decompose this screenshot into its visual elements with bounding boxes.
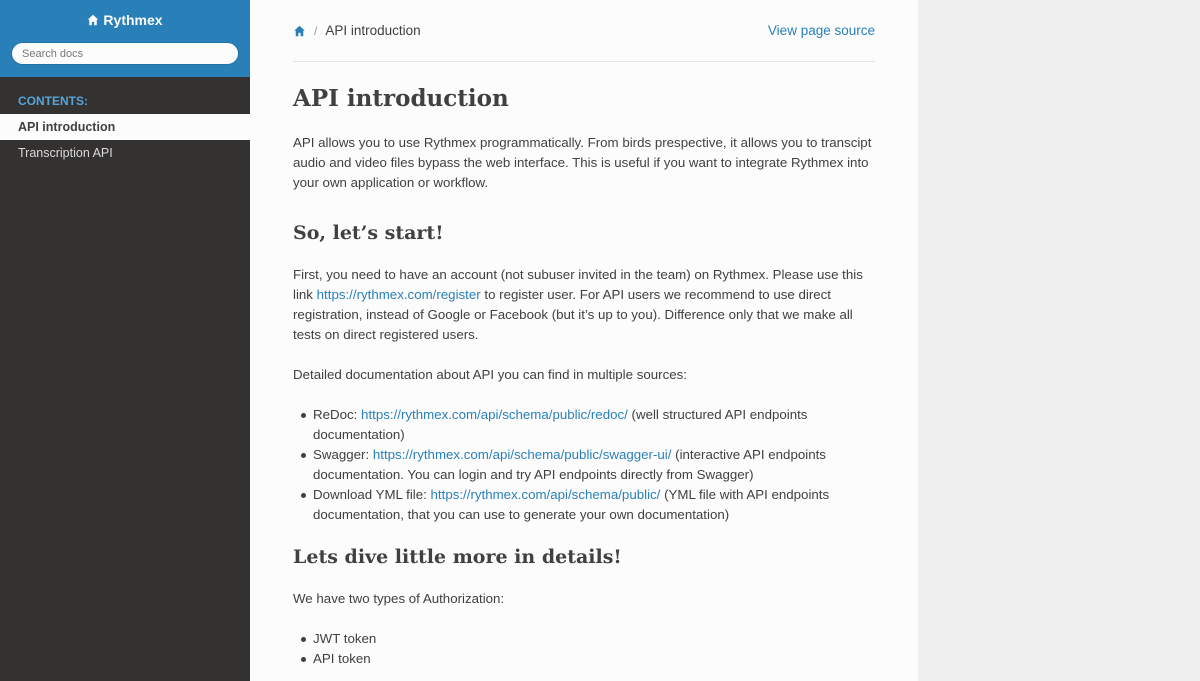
breadcrumb-current: API introduction (325, 23, 421, 38)
main-content (250, 0, 918, 681)
yml-link[interactable]: https://rythmex.com/api/schema/public/ (430, 487, 661, 502)
register-link[interactable]: https://rythmex.com/register (316, 287, 481, 302)
sidebar-nav (0, 114, 250, 166)
register-text-after: to register user. For API users we recommend to use direct registration, instead of Google or Facebook (but it’s up to you). Difference only that we make all tests on direct registered users. (293, 287, 853, 342)
list-item: API token (301, 649, 875, 669)
page-title: API introduction (293, 85, 509, 112)
home-icon[interactable] (293, 25, 306, 37)
breadcrumb (293, 0, 875, 62)
list-item-yml (301, 485, 875, 525)
contents-caption: CONTENTS: (18, 94, 88, 108)
register-text-before: First, you need to have an account (not subuser invited in the team) on Rythmex. Please use this link (293, 267, 863, 302)
list-item-redoc (301, 405, 875, 445)
intro-paragraph: API allows you to use Rythmex programmatically. From birds prespective, it allows you to transcipt audio and video files bypass the web interface. This is useful if you want to integrate Rythmex into your own application or workflow. (293, 135, 872, 190)
sidebar-header (0, 0, 250, 77)
sidebar (0, 0, 250, 681)
sources-list (301, 405, 875, 525)
swagger-link[interactable]: https://rythmex.com/api/schema/public/swagger-ui/ (372, 447, 672, 462)
home-icon (87, 14, 99, 26)
auth-types-paragraph: We have two types of Authorization: (293, 591, 505, 606)
search-input[interactable] (11, 42, 239, 65)
auth-types-list (301, 629, 875, 669)
list-item-swagger (301, 445, 875, 485)
list-item-prefix: ReDoc: (313, 407, 362, 422)
view-page-source-link[interactable]: View page source (767, 23, 875, 38)
list-item-suffix: (interactive API endpoints documentation. You can login and try API endpoints directly from Swagger) (313, 447, 826, 482)
list-item: JWT token (301, 629, 875, 649)
brand-link[interactable] (87, 11, 162, 29)
section-heading-details: Lets dive little more in details! (293, 546, 622, 568)
list-item-prefix: Download YML file: (313, 487, 431, 502)
list-item-suffix: (well structured API endpoints documentation) (313, 407, 808, 442)
brand-name: Rythmex (103, 12, 163, 28)
register-paragraph (293, 265, 875, 345)
section-heading-start: So, let’s start! (293, 222, 444, 244)
breadcrumb-separator: / (314, 23, 318, 38)
list-item-suffix: (YML file with API endpoints documentation, that you can use to generate your own documentation) (313, 487, 830, 522)
sidebar-item-api-introduction[interactable]: API introduction (0, 114, 250, 140)
list-item-prefix: Swagger: (313, 447, 373, 462)
sidebar-item-transcription-api[interactable]: Transcription API (18, 146, 113, 160)
redoc-link[interactable]: https://rythmex.com/api/schema/public/redoc/ (361, 407, 628, 422)
docs-sources-paragraph: Detailed documentation about API you can find in multiple sources: (293, 367, 687, 382)
